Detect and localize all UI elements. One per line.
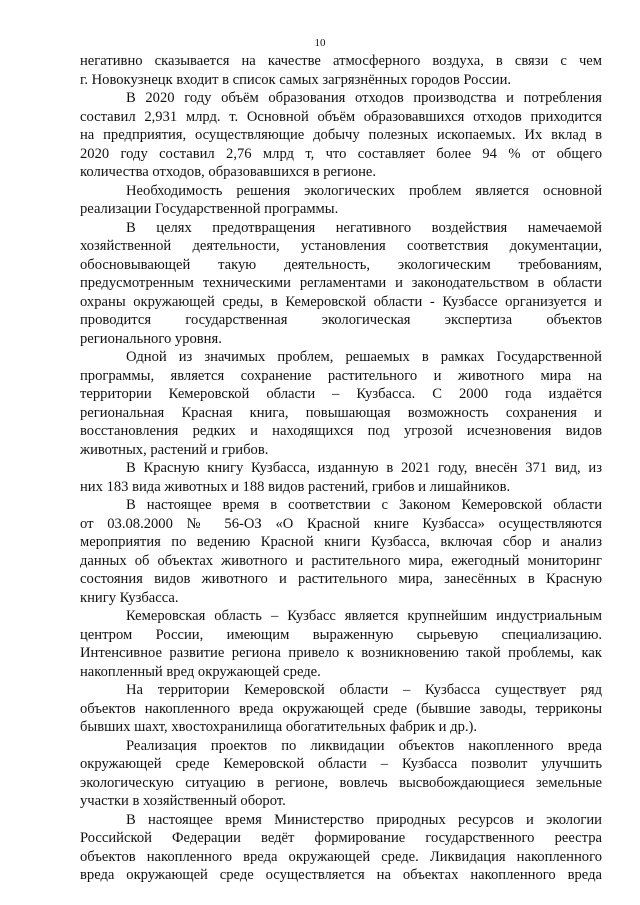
body-text — [80, 52, 602, 885]
text-line: охраны окружающей среды, в Кемеровской области - Кузбассе организуется и — [80, 293, 602, 310]
text-line: территории Кемеровской области – Кузбасса. С 2000 года издаётся — [80, 386, 602, 402]
text-line: от 03.08.2000 № 56-ОЗ «О Красной книге Кузбасса» осуществляются — [80, 515, 602, 532]
text-line: Одной из значимых проблем, решаемых в рамках Государственной — [126, 349, 602, 365]
text-line: В Красную книгу Кузбасса, изданную в 2021 году, внесён 371 вид, из — [126, 460, 602, 476]
text-line: данных об объектах животного и растительного мира, ежегодный мониторинг — [80, 552, 602, 569]
text-line: В настоящее время Министерство природных ресурсов и экологии — [126, 811, 602, 828]
text-line: книгу Кузбасса. — [80, 589, 179, 606]
text-line: состояния видов животного и растительного мира, занесённых в Красную — [80, 571, 602, 587]
text-line: регионального уровня. — [80, 330, 222, 347]
text-line: негативно сказывается на качестве атмосферного воздуха, в связи с чем — [80, 53, 602, 69]
text-line: предусмотренным техническими регламентами и законодательством в области — [80, 275, 602, 291]
text-line: Интенсивное развитие региона привело к возникновению такой проблемы, как — [80, 645, 602, 661]
text-line: на предприятия, осуществляющие добычу полезных ископаемых. Их вклад в — [80, 127, 602, 143]
text-line: проводится государственная экологическая экспертиза объектов — [80, 312, 602, 328]
text-line: хозяйственной деятельности, установления соответствия документации, — [80, 238, 602, 254]
text-line: центром России, имеющим выраженную сырьевую специализацию. — [80, 626, 602, 643]
text-line: На территории Кемеровской области – Кузбасса существует ряд — [126, 682, 602, 698]
text-line: Необходимость решения экологических проблем является основной — [126, 182, 602, 199]
text-line: Реализация проектов по ликвидации объектов накопленного вреда — [126, 737, 602, 754]
text-line: В целях предотвращения негативного воздействия намечаемой — [126, 219, 602, 236]
text-line: программы, является сохранение растительного и животного мира на — [80, 367, 602, 384]
text-line: мероприятия по ведению Красной книги Кузбасса, включая сбор и анализ — [80, 534, 602, 550]
text-line: накопленный вред окружающей среде. — [80, 663, 321, 680]
text-line: В 2020 году объём образования отходов производства и потребления — [126, 90, 602, 106]
text-line: окружающей среде Кемеровской области – Кузбасса позволит улучшить — [80, 756, 602, 772]
text-line: бывших шахт, хвостохранилища обогатительных фабрик и др.). — [80, 719, 478, 735]
text-line: г. Новокузнецк входит в список самых загрязнённых городов России. — [80, 71, 512, 88]
page-number: 10 — [314, 37, 326, 49]
text-line: них 183 вида животных и 188 видов растений, грибов и лишайников. — [80, 478, 511, 495]
text-line: Российской Федерации ведёт формирование государственного реестра — [80, 830, 602, 846]
text-line: объектов накопленного вреда окружающей среде. Ликвидация накопленного — [80, 848, 602, 865]
text-line: Кемеровская область – Кузбасс является крупнейшим индустриальным — [126, 608, 602, 624]
text-line: восстановления редких и находящихся под угрозой исчезновения видов — [80, 423, 602, 439]
text-line: количества отходов, образовавшихся в регионе. — [80, 164, 377, 180]
text-line: региональная Красная книга, повышающая возможность сохранения и — [80, 404, 602, 421]
text-line: объектов накопленного вреда окружающей среде (бывшие заводы, терриконы — [80, 700, 602, 717]
text-line: 2020 году составил 2,76 млрд т, что составляет более 94 % от общего — [80, 145, 602, 162]
text-line: обосновывающей такую деятельность, экологическим требованиям, — [80, 256, 602, 273]
text-line: участки в хозяйственный оборот. — [80, 793, 286, 809]
text-line: В настоящее время в соответствии с Законом Кемеровской области — [126, 497, 602, 513]
text-line: составил 2,931 млрд. т. Основной объём образовавшихся отходов приходится — [80, 108, 602, 125]
text-line: животных, растений и грибов. — [80, 441, 269, 458]
text-line: вреда окружающей среде осуществляется на объектах накопленного вреда — [80, 867, 602, 883]
text-line: реализации Государственной программы. — [80, 201, 339, 217]
text-line: экологическую ситуацию в регионе, вовлечь высвобождающиеся земельные — [80, 774, 602, 791]
